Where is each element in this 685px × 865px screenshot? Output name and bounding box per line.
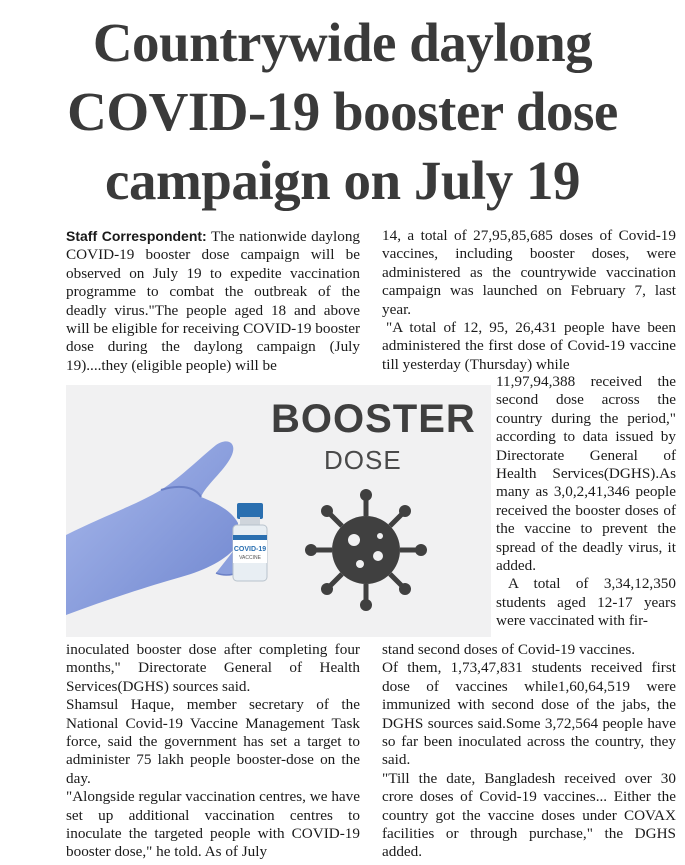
article-col2-top bbox=[382, 227, 676, 374]
paragraph: "A total of 12, 95, 26,431 people have been administered the first dose of Covid-19 vaccine till yesterday (Thursday) while bbox=[382, 319, 676, 373]
booster-title: BOOSTER bbox=[271, 397, 476, 441]
lead-paragraph: The nationwide daylong COVID-19 booster dose campaign will be observed on July 19 to expedite vaccination programme to combat the outbreak of the deadly virus."The people aged 18 and above will be eligible for receiving COVID-19 booster dose during the daylong campaign (July 19)....they (eligible people) will be bbox=[66, 228, 361, 374]
booster-dose-photo bbox=[66, 385, 491, 637]
vaccine-vial-icon bbox=[233, 503, 267, 581]
paragraph: 14, a total of 27,95,85,685 doses of Covid-19 vaccines, including booster doses, were administered as the countrywide vaccination campaign was launched on February 7, last year. bbox=[382, 227, 676, 318]
article-col2-narrow bbox=[496, 373, 676, 631]
paragraph: inoculated booster dose after completing four months," Directorate General of Health Services(DGHS) sources said. bbox=[66, 641, 360, 695]
article-col1-bottom bbox=[66, 641, 360, 862]
headline-line-1: Countrywide daylong bbox=[92, 12, 593, 73]
paragraph: stand second doses of Covid-19 vaccines. bbox=[382, 641, 636, 658]
article-col2-bottom bbox=[382, 641, 676, 862]
paragraph: "Till the date, Bangladesh received over 30 crore doses of Covid-19 vaccines... Either the country got the vaccine doses under COVAX facilities or through purchase," the DGHS added. bbox=[382, 769, 676, 861]
headline bbox=[0, 8, 685, 215]
article-col1-top bbox=[66, 227, 360, 375]
virus-icon bbox=[305, 489, 427, 611]
headline-line-2: COVID-19 booster dose bbox=[67, 81, 618, 142]
paragraph: 11,97,94,388 received the second dose across the country during the period," according to data issued by Directorate General of Health Services(DGHS).As many as 3,0,2,41,346 people received the booster doses of the vaccine to prevent the spread of the deadly virus, it added. bbox=[496, 373, 676, 575]
vial-label: COVID-19 bbox=[233, 546, 267, 553]
headline-line-3: campaign on July 19 bbox=[105, 150, 580, 211]
vial-sublabel: VACCINE bbox=[239, 555, 261, 561]
paragraph: Shamsul Haque, member secretary of the National Covid-19 Vaccine Management Task force, said the government has set a target to administer 75 lakh people booster-dose on the day. bbox=[66, 696, 360, 787]
paragraph: Of them, 1,73,47,831 students received first dose of vaccines while1,60,64,519 were immunized with second dose of the jabs, the DGHS sources said.Some 3,72,564 people have so far been inoculated across the country, they said. bbox=[382, 659, 676, 769]
dose-subtitle: DOSE bbox=[324, 445, 402, 475]
paragraph: "Alongside regular vaccination centres, we have set up additional vaccination centres to inoculate the targeted people with COVID-19 booster dose," he told. As of July bbox=[66, 788, 360, 861]
paragraph: A total of 3,34,12,350 students aged 12-17 years were vaccinated with fir- bbox=[496, 575, 676, 630]
gloved-hand-icon bbox=[66, 441, 249, 615]
byline: Staff Correspondent: bbox=[66, 228, 207, 244]
